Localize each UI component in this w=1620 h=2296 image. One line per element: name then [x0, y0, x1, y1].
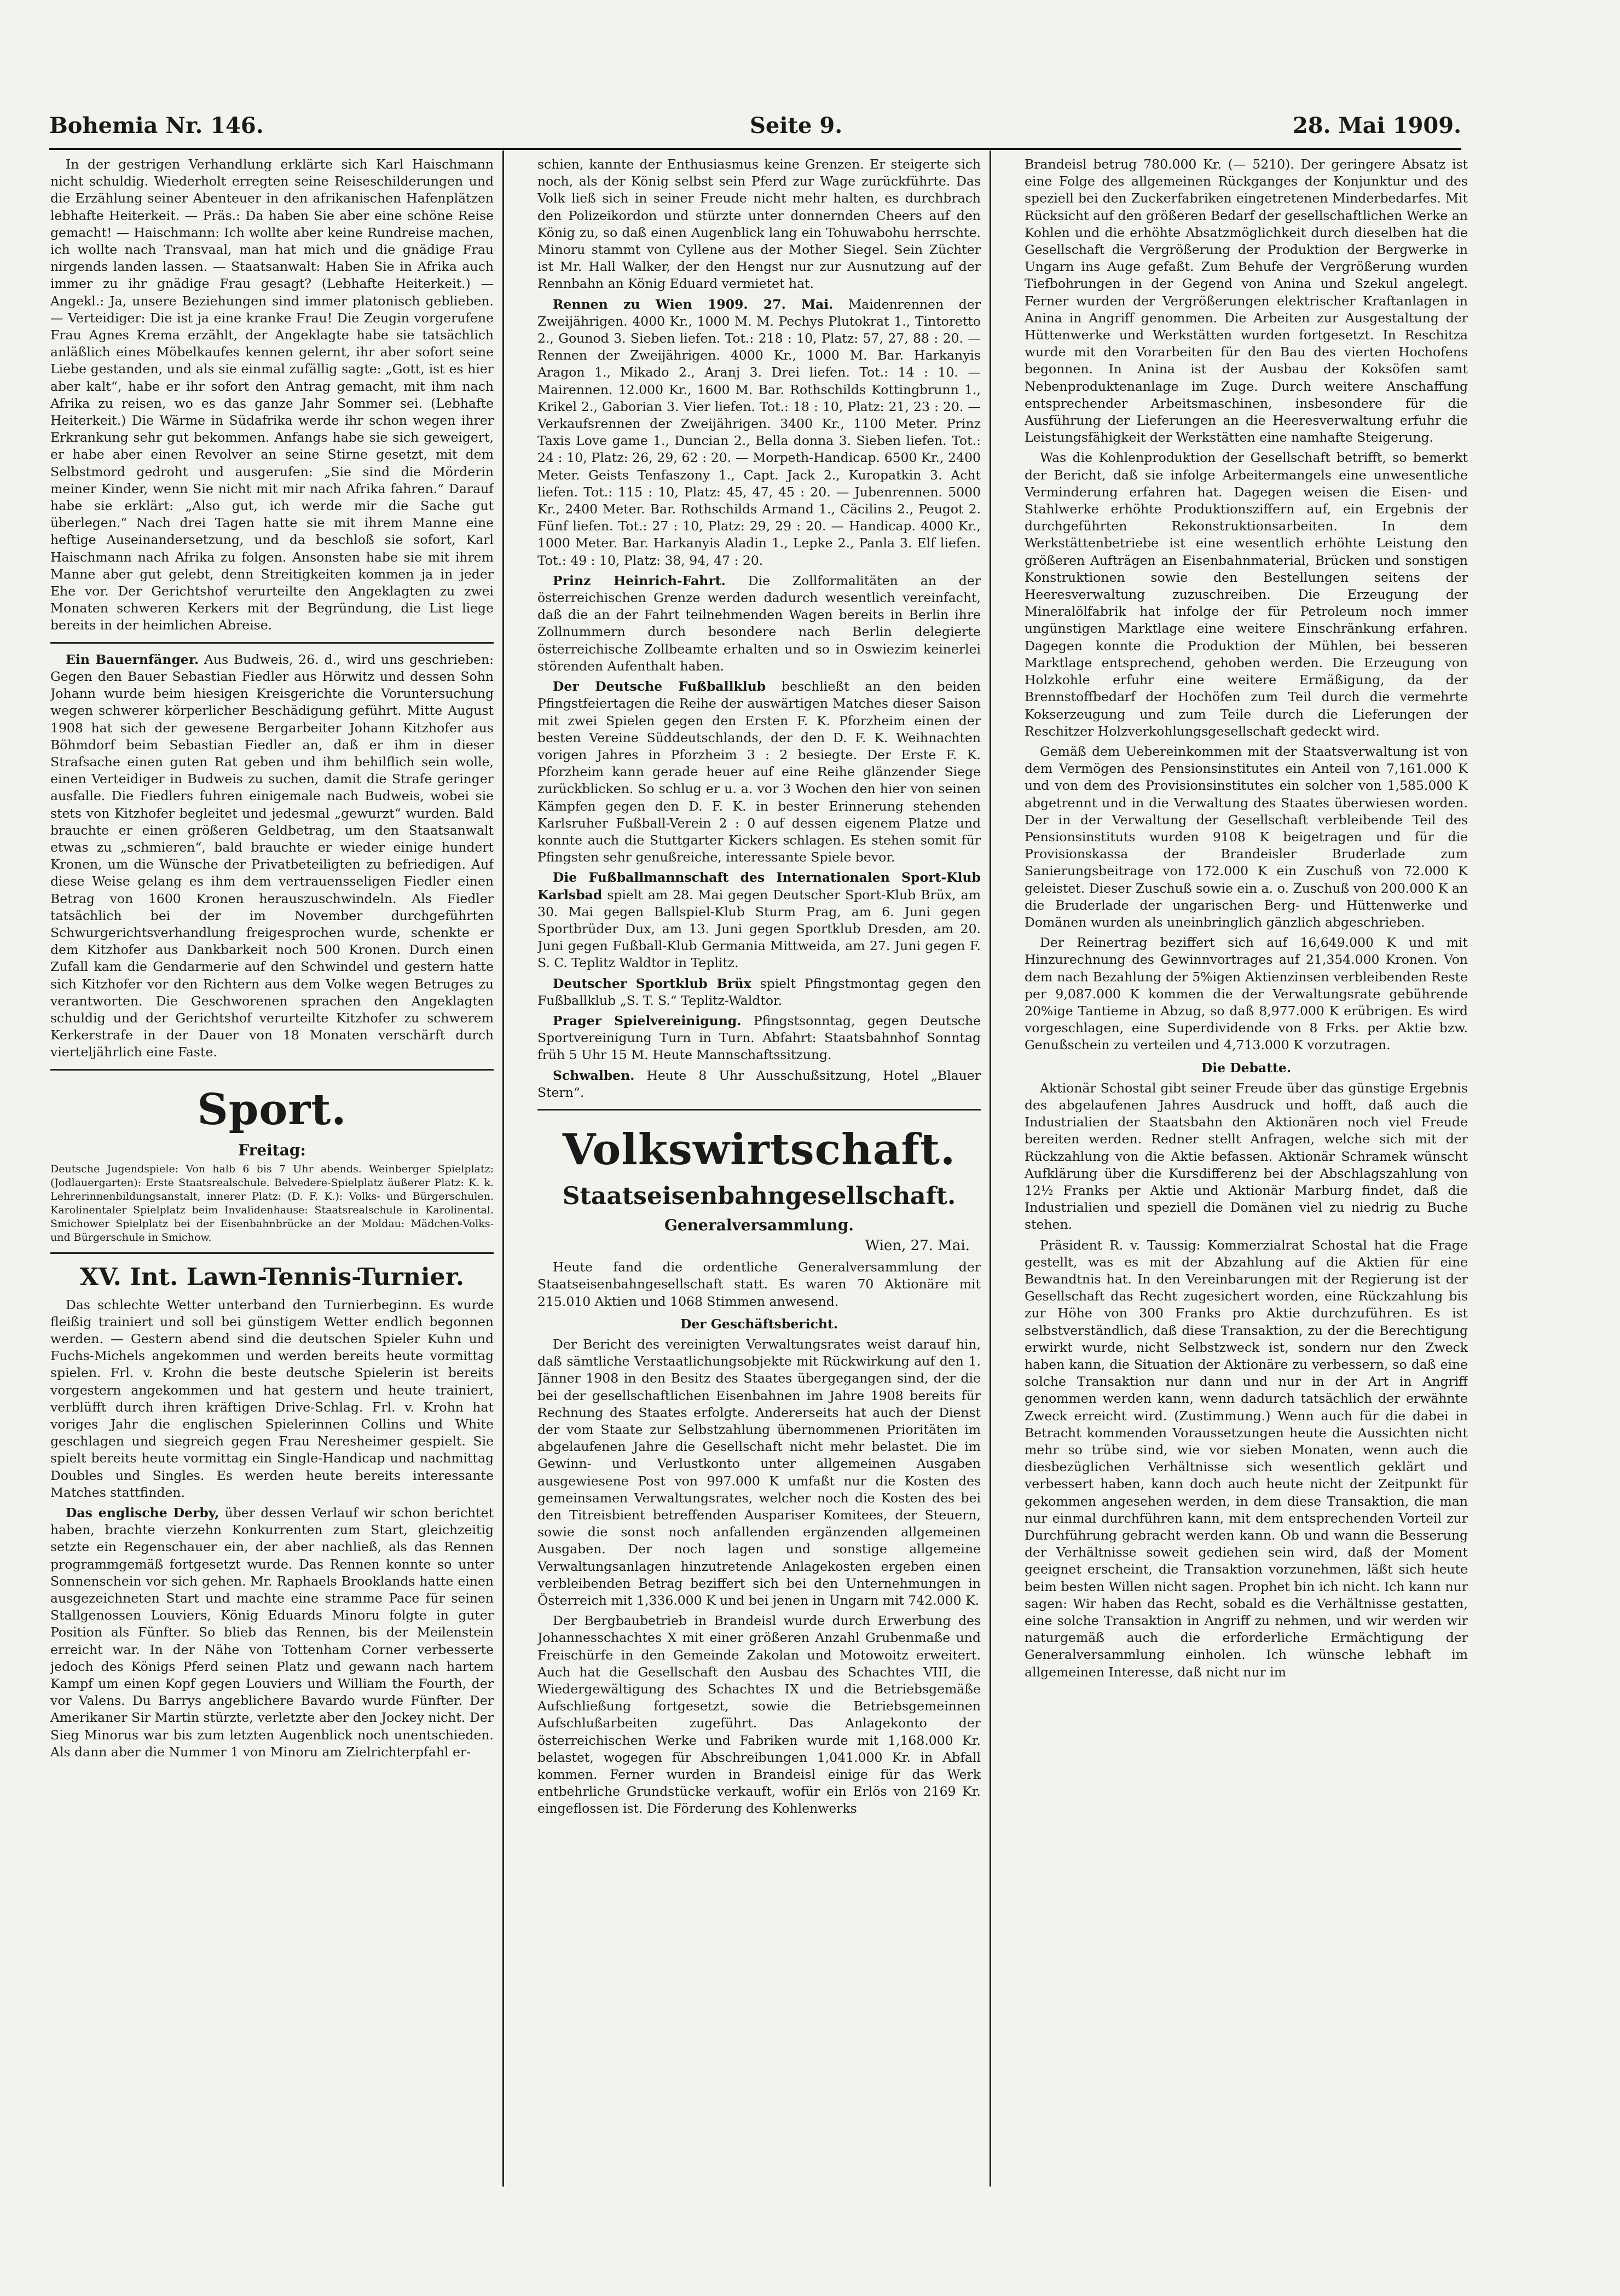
article-heading: Das englische Derby, [66, 1505, 219, 1520]
article-text: Was die Kohlenproduktion der Gesellschaft betrifft, so bemerkt der Bericht, daß sie infolge Arbeitermangels eine unwesentliche Verminderung erfahren hat. Dagegen weisen die Eisen- und Stahlwerke erhöhte Produktionsziffern auf, ein Ergebnis der durchgeführten Rekonstruktionsarbeiten. In dem Werkstättenbetriebe ist eine wesentlich erhöhte Leistung den größeren Aufträgen an Eisenbahnmaterial, Brücken und sonstigen Konstruktionen sowie den Bestellungen seitens der Heeresverwaltung zuzuschreiben. Die Erzeugung der Mineralölfabrik hat infolge der für Petroleum noch immer ungünstigen Marktlage eine weitere Einschränkung erfahren. Dagegen konnte die Produktion der Mühlen, bei besseren Marktlage entsprechend, gehoben werden. Die Erzeugung von Holzkohle erfuhr eine weitere Ermäßigung, da der Brennstoffbedarf der Hochöfen zum Teil durch die vermehrte Kokserzeugung und zum Teile durch die Lieferungen der Reschitzer Holzverkohlungsgesellschaft gedeckt wird. [1025, 450, 1468, 739]
article-text: spielt am 28. Mai gegen Deutscher Sport-Klub Brüx, am 30. Mai gegen Ballspiel-Klub Sturm Prag, am 6. Juni gegen Sportbrüder Dux, am 13. Juni gegen Sportklub Dresden, am 20. Juni gegen Fußball-Klub Germania Mittweida, am 27. Juni gegen F. S. C. Teplitz Waldtor in Teplitz. [537, 887, 981, 971]
article-text: Der Bericht des vereinigten Verwaltungsrates weist darauf hin, daß sämtliche Verstaatlichungsobjekte mit Rückwirkung auf den 1. Jänner 1908 in den Besitz des Staates übergegangen sind, der die bei der gesellschaftlichen Eisenbahnen im Jahre 1908 bereits für Rechnung des Staates erfolgte. Andererseits hat auch der Dienst der vom Staate zur Selbstzahlung übernommenen Prioritäten im abgelaufenen Jahre die Gesellschaft nicht mehr belastet. Die im Gewinn- und Verlustkonto unter allgemeinen Ausgaben ausgewiesene Post von 997.000 K umfaßt nur die Kosten des gemeinsamen Verwaltungsrates, welcher noch die Kosten des bei den Titreisbient betreffenden Auspariser Komitees, der Steuern, sowie die sonst noch anfallenden ergänzenden allgemeinen Ausgaben. Der noch lagen und sonstige allgemeine Verwaltungsanlagen hinzutretende Anlagekosten ergeben einen verbleibenden Betrag beziffert sich bei den Unternehmungen in Österreich mit 1,336.000 K und bei jenen in Ungarn mit 742.000 K. [537, 1336, 981, 1609]
section-separator [537, 1109, 981, 1111]
article-heading: Rennen zu Wien 1909. 27. Mai. [553, 296, 834, 312]
column-1 [50, 156, 494, 2176]
section-title-volkswirtschaft: Volkswirtschaft. [562, 1124, 956, 1175]
article-text: Aus Budweis, 26. d., wird uns geschrieben: Gegen den Bauer Sebastian Fiedler aus Hörwitz und dessen Sohn Johann wurde beim hiesigen Kreisgerichte die Voruntersuchung wegen schwerer körperlicher Beschädigung geführt. Mitte August 1908 hat sich der gewesene Bergarbeiter Johann Kitzhofer aus Böhmdorf beim Sebastian Fiedler an, daß er ihm in dieser Strafsache einen guten Rat geben und ihm behilflich sein wolle, einen Verteidiger in Budweis zu suchen, damit die Strafe geringer ausfalle. Die Fiedlers fuhren einigemale nach Budweis, wobei sie stets von Kitzhofer begleitet und jedesmal „gewurzt“ wurden. Bald brauchte er einen größeren Geldbetrag, um den Staatsanwalt etwas zu „schmieren“, bald brauchte er wieder einige hundert Kronen, um die Wünsche der Privatbeteiligten zu befriedigen. Auf diese Weise gelang es ihm dem vertrauensseligen Fiedler einen Betrag von 1600 Kronen herauszuschwindeln. Als Fiedler tatsächlich bei der im November durchgeführten Schwurgerichtsverhandlung freigesprochen wurde, schenkte er dem Kitzhofer aus Dankbarkeit noch 500 Kronen. Durch einen Zufall kam die Gendarmerie auf den Schwindel und gestern hatte sich Kitzhofer vor den Richtern aus dem Volke wegen Betruges zu verantworten. Die Geschworenen sprachen den Angeklagten schuldig und der Gerichtshof verurteilte Kitzhofer zu schwerem Kerkerstrafe in der Dauer von 18 Monaten verschärft durch vierteljährlich eine Faste. [50, 651, 494, 1060]
column-3 [1025, 156, 1468, 2176]
dateline: Wien, 27. Mai. [865, 1237, 970, 1254]
column-divider-2 [990, 151, 991, 2187]
page-header [49, 109, 1461, 148]
article-heading: Schwalben. [553, 1067, 635, 1083]
article-text: Das schlechte Wetter unterband den Turnierbeginn. Es wurde fleißig trainiert und soll bei günstigem Wetter endlich begonnen werden. — Gestern abend sind die deutschen Spieler Kuhn und Fuchs-Michels angekommen und werden bereits heute vormittag spielen. Frl. v. Krohn die beste deutsche Spielerin ist bereits vorgestern angekommen und hat gestern und heute trainiert, verblüfft durch ihren kräftigen Drive-Schlag. Frl. v. Krohn hat voriges Jahr die englischen Spielerinnen Collins und White geschlagen und siegreich gegen Frau Neresheimer gespielt. Sie spielt bereits heute vormittag ein Single-Handicap und nachmittag Doubles und Singles. Es werden heute bereits interessante Matches stattfinden. [50, 1297, 494, 1500]
issue-date: 28. Mai 1909. [1292, 113, 1461, 138]
schedule-day: Freitag: [238, 1141, 306, 1159]
header-rule [49, 148, 1461, 150]
article-text: Der Bergbaubetrieb in Brandeisl wurde durch Erwerbung des Johannesschachtes X mit einer größeren Anzahl Grubenmaße und Freischürfe in den Gemeinde Zakolan und Motowoitz erweitert. Auch hat die Gesellschaft den Ausbau des Schachtes VIII, die Wiedergewältigung des Schachtes IX und die Betriebsgemäße Aufschließung fortgesetzt, sowie die Betriebsgemeinnen Aufschlußarbeiten zugeführt. Das Anlagekonto der österreichischen Werke und Fabriken wurde mit 1,168.000 Kr. belastet, wogegen für Abschreibungen 1,041.000 Kr. in Abfall kommen. Ferner wurden in Brandeisl einige für das Werk entbehrliche Grundstücke verkauft, wofür ein Erlös von 2169 Kr. eingeflossen ist. Die Förderung des Kohlenwerks [537, 1613, 981, 1817]
article-heading: Die Fußballmannschaft des Internationalen Sport-Klub Karlsbad [537, 870, 981, 903]
subsection-title: Der Geschäftsbericht. [680, 1316, 838, 1332]
subsection-title: Die Debatte. [1201, 1060, 1292, 1075]
article-title-tennis: XV. Int. Lawn-Tennis-Turnier. [79, 1263, 465, 1291]
article-text: Brandeisl betrug 780.000 Kr. (— 5210). Der geringere Absatz ist eine Folge des allgemeinen Rückganges der Konjunktur und des speziell bei den Zuckerfabriken eingetretenen Minderbedarfes. Mit Rücksicht auf den größeren Bedarf der gesellschaftlichen Werke an Kohlen und die erhöhte Absatzmöglichkeit durch dieselben hat die Gesellschaft die Vergrößerung der Produktion der Bergwerke in Ungarn ins Auge gefaßt. Zum Behufe der Vergrößerung wurden Tiefbohrungen in der Gegend von Anina und Szekul angelegt. Ferner wurden der Vergrößerungen elektrischer Kraftanlagen in Anina in Angriff genommen. Die Arbeiten zur Ausgestaltung der Hüttenwerke und Werkstätten wurden fortgesetzt. In Reschitza wurde mit den Vorarbeiten für den Bau des vierten Hochofens begonnen. In Anina ist der Ausbau der Koksöfen samt Nebenproduktenanlage im Zuge. Durch weitere Anschaffung entsprechender Arbeitsmaschinen, insbesondere für die Ausführung der Lieferungen an die Heeresverwaltung erfuhr die Leistungsfähigkeit der Werkstätten eine namhafte Steigerung. [1025, 157, 1468, 446]
article-subtitle: Generalversammlung. [664, 1216, 854, 1234]
article-text: spielt Pfingstmontag gegen den Fußballklub „S. T. S.“ Teplitz-Waldtor. [537, 975, 981, 1008]
article-text: Heute 8 Uhr Ausschußsitzung, Hotel „Blauer Stern“. [537, 1067, 981, 1100]
article-text: Der Reinertrag beziffert sich auf 16,649.000 K und mit Hinzurechnung des Gewinnvortrages auf 21,354.000 Kronen. Von dem nach Bezahlung der 5%igen Aktienzinsen verbleibenden Reste per 9,087.000 K kommen die der Verwaltungsrate gebührende 20%ige Tantieme in Abzug, so daß 8,977.000 K erübrigen. Es wird vorgeschlagen, eine Superdividende von 8 Frks. per Aktie bzw. Genußschein zu verteilen und 4,713.000 K vorzutragen. [1025, 935, 1468, 1053]
article-text: Aktionär Schostal gibt seiner Freude über das günstige Ergebnis des abgelaufenen Jahres Ausdruck und hofft, daß auch die Industrialien der Staatsbahn den Aktionären noch viel Freude bereiten werden. Redner stellt Anfragen, welche sich mit der Rückzahlung von die Aktie befassen. Aktionär Schramek wünscht Aufklärung über die Kursdifferenz bei der Abschlagszahlung von 12½ Franks per Aktie und Aktionär Marburg findet, daß die Industrialien und speziell die Domänen viel zu niedrig zu Buche stehen. [1025, 1080, 1468, 1233]
article-text: Heute fand die ordentliche Generalversammlung der Staatseisenbahngesellschaft statt. Es waren 70 Aktionäre mit 215.010 Aktien und 1068 Stimmen anwesend. [537, 1259, 981, 1309]
article-text: Präsident R. v. Taussig: Kommerzialrat Schostal hat die Frage gestellt, was es mit der Abzahlung auf die Aktien für eine Bewandtnis hat. In den Vereinbarungen mit der Regierung ist der Gesellschaft das Recht zugesichert worden, eine Rückzahlung bis zur Höhe von 300 Franks pro Aktie durchzuführen. Es ist selbstverständlich, daß diese Transaktion, zu der die Berechtigung erwirkt wurde, nicht Selbstzweck ist, sondern nur den Zweck haben kann, die Situation der Aktionäre zu verbessern, so daß eine solche Transaktion nur dann und nur in der Art in Angriff genommen werden kann, wenn dadurch tatsächlich der erwähnte Zweck erreicht wird. (Zustimmung.) Wenn auch für die dabei in Betracht kommenden Voraussetzungen heute die Aussichten nicht mehr so trübe sind, wie vor sieben Monaten, wenn auch die diesbezüglichen Verhältnisse sich wesentlich geklärt und verbessert haben, kann doch auch heute nicht der Zeitpunkt für gekommen angesehen werden, in dem diese Transaktion, die man nur einmal durchführen kann, mit dem entsprechenden Vorteil zur Durchführung gebracht werden kann. Ob und wann die Besserung der Verhältnisse soweit gediehen sein wird, daß der Moment geeignet erscheint, die Transaktion vorzunehmen, läßt sich heute beim besten Willen nicht sagen. Prophet bin ich nicht. Ich kann nur sagen: Wir haben das Recht, sobald es die Verhältnisse gestatten, eine solche Transaktion in Angriff zu nehmen, und wir werden wir naturgemäß auch die erforderliche Ermächtigung der Generalversammlung einholen. Ich wünsche lebhaft im allgemeinen Interesse, daß nicht nur im [1025, 1237, 1468, 1680]
article-separator [50, 1252, 494, 1254]
article-text: Pfingstsonntag, gegen Deutsche Sportvereinigung Turn in Turn. Abfahrt: Staatsbahnhof Sonntag früh 5 Uhr 15 M. Heute Mannschaftssitzung. [537, 1013, 981, 1063]
article-text: Gemäß dem Uebereinkommen mit der Staatsverwaltung ist von dem Vermögen des Pensionsinstitutes ein Anteil von 7,161.000 K und von dem des Provisionsinstitutes ein solcher von 1,585.000 K abgetrennt und in die Verwaltung des Staates überwiesen worden. Der in der Verwaltung der Gesellschaft verbleibende Teil des Pensionsinstituts wurden 9108 K beigetragen und für die Provisionskassa der Brandeisler Bruderlade zum Sanierungsbeitrage von 172.000 K ein Zuschuß von 72.000 K geleistet. Dieser Zuschuß sowie ein a. o. Zuschuß von 200.000 K an die Bruderlade der ungarischen Berg- und Hüttenwerke und Domänen wurden als uneinbringlich gänzlich abgeschrieben. [1025, 743, 1468, 930]
article-text: über dessen Verlauf wir schon berichtet haben, brachte vierzehn Konkurrenten zum Start, gleichzeitig setzte ein Regenschauer ein, der aber nachließ, als das Rennen programmgemäß fortgesetzt wurde. Das Rennen konnte so unter Sonnenschein vor sich gehen. Mr. Raphaels Brooklands hatte einen ausgezeichneten Start und machte eine stramme Pace für seinen Stallgenossen Louviers, König Eduards Minoru folgte in guter Position als Fünfter. So blieb das Rennen, bis der Meilenstein erreicht war. In der Nähe von Tottenham Corner verbesserte jedoch des Königs Pferd seinen Platz und gewann nach hartem Kampf um einen Kopf gegen Louviers und William the Fourth, der vor Valens. Du Barrys angeblichere Bavardo wurde Fünfter. Der Amerikaner Sir Martin stürzte, verletzte aber den Jockey nicht. Der Sieg Minorus war bis zum letzten Augenblick noch unentschieden. Als dann aber die Nummer 1 von Minoru am Zielrichterpfahl er- [50, 1505, 494, 1760]
page-number: Seite 9. [750, 113, 843, 138]
article-heading: Der Deutsche Fußballklub [553, 679, 766, 695]
article-text: beschließt an den beiden Pfingstfeiertagen die Reihe der auswärtigen Matches dieser Saison mit zwei Spielen gegen den Ersten F. K. Pforzheim einen der besten Vereine Süddeutschlands, der den D. F. K. Weihnachten vorigen Jahres in Pforzheim 3 : 2 besiegte. Der Erste F. K. Pforzheim kann gerade heuer auf eine Reihe glänzender Siege zurückblicken. So schlug er u. a. vor 3 Wochen den hier von seinen Kämpfen gegen den D. F. K. in bester Erinnerung stehenden Karlsruher Fußball-Verein 2 : 0 auf dessen eigenem Platze und konnte auch die Stuttgarter Kickers schlagen. Es stehen somit für Pfingsten sehr genußreiche, interessante Spiele bevor. [537, 679, 981, 865]
column-2 [537, 156, 981, 2176]
masthead-issue: Bohemia Nr. 146. [49, 113, 264, 138]
schedule-list: Deutsche Jugendspiele: Von halb 6 bis 7 Uhr abends. Weinberger Spielplatz: (Jodlauergarten): Erste Staatsrealschule. Belvedere-Spielplatz äußerer Platz: K. k. Lehrerinnenbildungsanstalt, innerer Platz: (D. F. K.): Volks- und Bürgerschulen. Karolinentaler Spielplatz beim Invalidenhause: Staatsrealschule in Karolinental. Smichower Spielplatz bei der Eisenbahnbrücke an der Moldau: Mädchen-Volks- und Bürgerschule in Smichow. [50, 1163, 494, 1244]
article-heading: Prager Spielvereinigung. [553, 1013, 742, 1028]
article-separator [50, 642, 494, 644]
article-heading: Prinz Heinrich-Fahrt. [553, 572, 726, 588]
article-text: schien, kannte der Enthusiasmus keine Grenzen. Er steigerte sich noch, als der König selbst sein Pferd zur Wage zurückführte. Das Volk ließ sich in seiner Freude nicht mehr halten, es durchbrach den Polizeikordon und stürzte unter donnernden Cheers auf den König zu, so daß einen Augenblick lang ein Tohuwabohu herrschte. Minoru stammt von Cyllene aus der Mother Siegel. Sein Züchter ist Mr. Hall Walker, der den Hengst nur zur Ausnutzung auf der Rennbahn an König Eduard vermietet hat. [537, 157, 981, 292]
section-separator [50, 1069, 494, 1071]
article-title-staatseisenbahn: Staatseisenbahngesellschaft. [562, 1182, 956, 1210]
article-text: Maidenrennen der Zweijährigen. 4000 Kr., 1000 M. M. Pechys Plutokrat 1., Tintoretto 2., Gounod 3. Sieben liefen. Tot.: 218 : 10, Platz: 57, 27, 88 : 20. — Rennen der Zweijährigen. 4000 Kr., 1000 M. Bar. Harkanyis Aragon 1., Mikado 2., Aranj 3. Drei liefen. Tot.: 14 : 10. — Mairennen. 12.000 Kr., 1600 M. Bar. Rothschilds Kottingbrunn 1., Krikel 2., Gaborian 3. Vier liefen. Tot.: 18 : 10, Platz: 21, 23 : 20. — Verkaufsrennen der Zweijährigen. 3400 Kr., 1100 Meter. Prinz Taxis Love game 1., Duncian 2., Bella donna 3. Sieben liefen. Tot.: 24 : 10, Platz: 26, 29, 62 : 20. — Morpeth-Handicap. 6500 Kr., 2400 Meter. Geists Tenfaszony 1., Capt. Jack 2., Kuropatkin 3. Acht liefen. Tot.: 115 : 10, Platz: 45, 47, 45 : 20. — Jubenrennen. 5000 Kr., 2400 Meter. Bar. Rothschilds Armand 1., Cäcilins 2., Peugot 2. Fünf liefen. Tot.: 27 : 10, Platz: 29, 29 : 20. — Handicap. 4000 Kr., 1000 Meter. Bar. Harkanyis Aladin 1., Lepke 2., Panla 3. Elf liefen. Tot.: 49 : 10, Platz: 38, 94, 47 : 20. [537, 296, 981, 568]
article-heading: Ein Bauernfänger. [66, 651, 199, 667]
article-text: Die Zollformalitäten an der österreichischen Grenze werden dadurch wesentlich vereinfacht, daß die an der Fahrt teilnehmenden Wagen bereits in Berlin ihre Zollnummern durch besondere nach Berlin delegierte österreichische Zollbeamte erhalten und so in Oswiezim keinerlei störenden Aufenthalt haben. [537, 572, 981, 674]
article-heading: Deutscher Sportklub Brüx [553, 975, 751, 991]
article-text: In der gestrigen Verhandlung erklärte sich Karl Haischmann nicht schuldig. Wiederholt erregten seine Reiseschilderungen und die Erzählung seiner Abenteuer in den afrikanischen Hafenplätzen lebhafte Heiterkeit. — Präs.: Da haben Sie aber eine schöne Reise gemacht! — Haischmann: Ich wollte aber keine Rundreise machen, ich wollte nach Transvaal, man hat mich und die gnädige Frau nirgends landen lassen. — Staatsanwalt: Haben Sie in Afrika auch immer zu ihr gnädige Frau gesagt? (Lebhafte Heiterkeit.) — Angekl.: Ja, unsere Beziehungen sind immer platonisch geblieben. — Verteidiger: Die ist ja eine kranke Frau! Die Zeugin vorgerufene Frau Agnes Krema erzählt, der Angeklagte habe sie tatsächlich anläßlich eines Möbelkaufes kennen gelernt, ihr aber sofort seine Liebe gestanden, und als sie einmal zufällig sagte: „Gott, ist es hier aber kalt“, habe er ihr sofort den Antrag gemacht, mit ihm nach Afrika zu reisen, wo es das ganze Jahr Sommer sei. (Lebhafte Heiterkeit.) Die Wärme in Südafrika werde ihr schon wegen ihrer Erkrankung sehr gut bekommen. Anfangs habe sie sich geweigert, er habe aber einen Revolver an seine Stirne gesetzt, mit dem Selbstmord gedroht und ausgerufen: „Sie sind die Mörderin meiner Kinder, wenn Sie nicht mit mir nach Afrika fahren.“ Darauf habe sie erklärt: „Also gut, ich werde mir die Sache gut überlegen.“ Nach drei Tagen hatte sie mit ihrem Manne eine heftige Auseinandersetzung, und da beschloß sie sofort, Karl Haischmann nach Afrika zu folgen. Ansonsten habe sie mit ihrem Manne aber gut gelebt, denn Streitigkeiten kommen ja in jeder Ehe vor. Der Gerichtshof verurteilte den Angeklagten zu zwei Monaten schweren Kerkers mit der Begründung, die List liege bereits in der heimlichen Abreise. [50, 157, 494, 633]
column-divider-1 [502, 151, 504, 2187]
section-title-sport: Sport. [197, 1084, 347, 1135]
